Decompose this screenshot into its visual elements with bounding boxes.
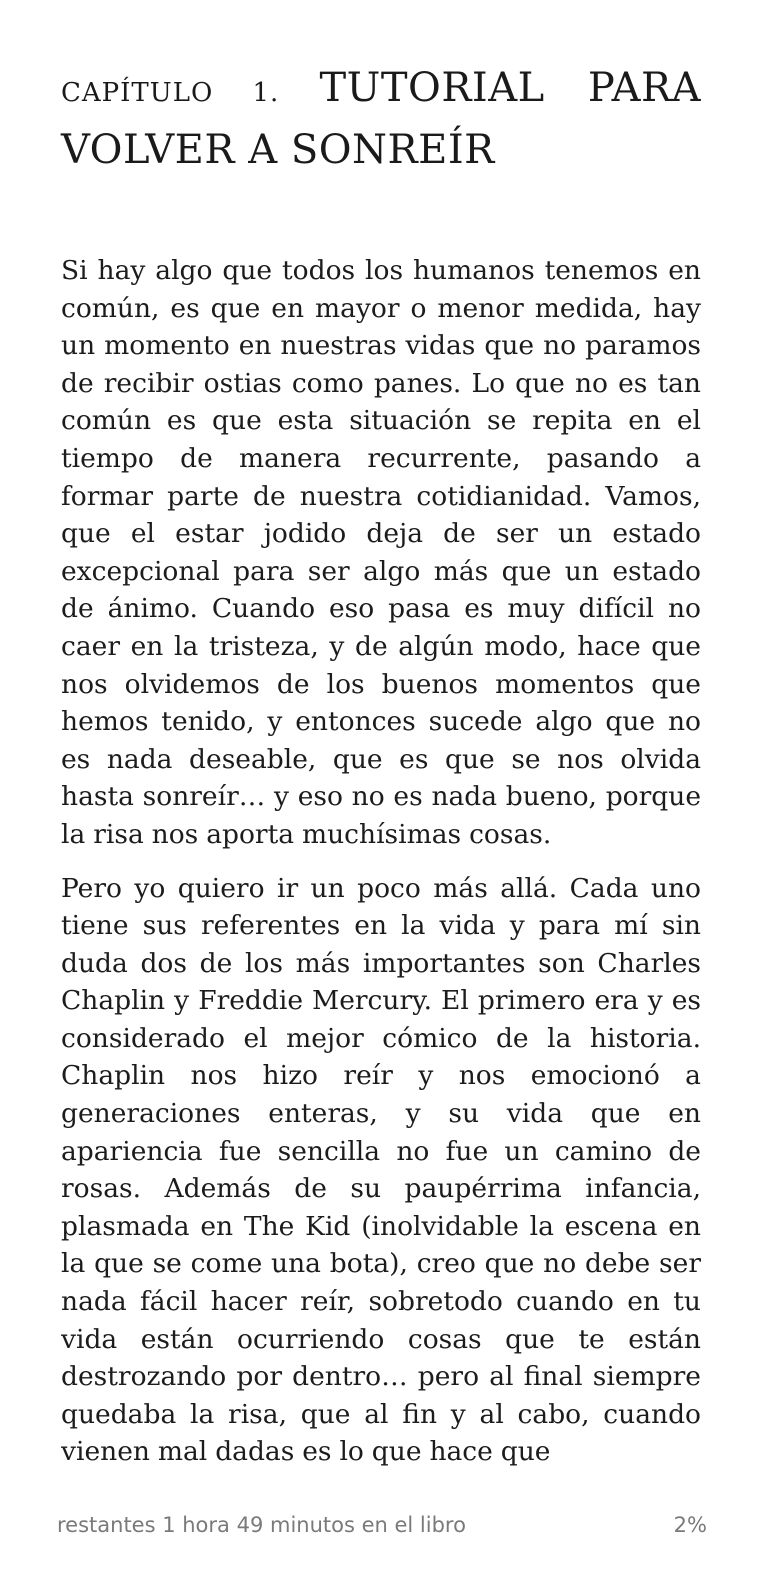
progress-percent: 2% <box>673 1513 707 1537</box>
chapter-title: TUTORIAL PARA VOLVER A SONREÍR <box>61 65 701 173</box>
body-paragraph: Si hay algo que todos los humanos tenemos en común, es que en mayor o menor medida, hay un momento en nuestras vidas que no paramos de recibir ostias como panes. Lo que no es tan común es que esta situación se repita en el tiempo de manera recurrente, pasando a formar parte de nuestra cotidianidad. Vamos, que el estar jodido deja de ser un estado excepcional para ser algo más que un estado de ánimo. Cuando eso pasa es muy difícil no caer en la tristeza, y de algún modo, hace que nos olvidemos de los buenos momentos que hemos tenido, y entonces sucede algo que no es nada deseable, que es que se nos olvida hasta sonreír… y eso no es nada bueno, porque la risa nos aporta muchísimas cosas. <box>61 255 701 850</box>
reader-footer <box>57 1513 707 1537</box>
body-paragraph: Pero yo quiero ir un poco más allá. Cada uno tiene sus referentes en la vida y para mí sin duda dos de los más importantes son Charles Chaplin y Freddie Mercury. El primero era y es considerado el mejor cómico de la historia. Chaplin nos hizo reír y nos emocionó a generaciones enteras, y su vida que en apariencia fue sencilla no fue un camino de rosas. Además de su paupérrima infancia, plasmada en The Kid (inolvidable la escena en la que se come una bota), creo que no debe ser nada fácil hacer reír, sobretodo cuando en tu vida están ocurriendo cosas que te están destrozando por dentro… pero al final siempre quedaba la risa, que al fin y al cabo, cuando vienen mal dadas es lo que hace que <box>61 872 701 1468</box>
chapter-label: CAPÍTULO 1. <box>61 78 280 108</box>
time-remaining-label: restantes 1 hora 49 minutos en el libro <box>57 1513 466 1537</box>
chapter-heading <box>61 60 701 181</box>
chapter-body <box>61 252 701 1510</box>
